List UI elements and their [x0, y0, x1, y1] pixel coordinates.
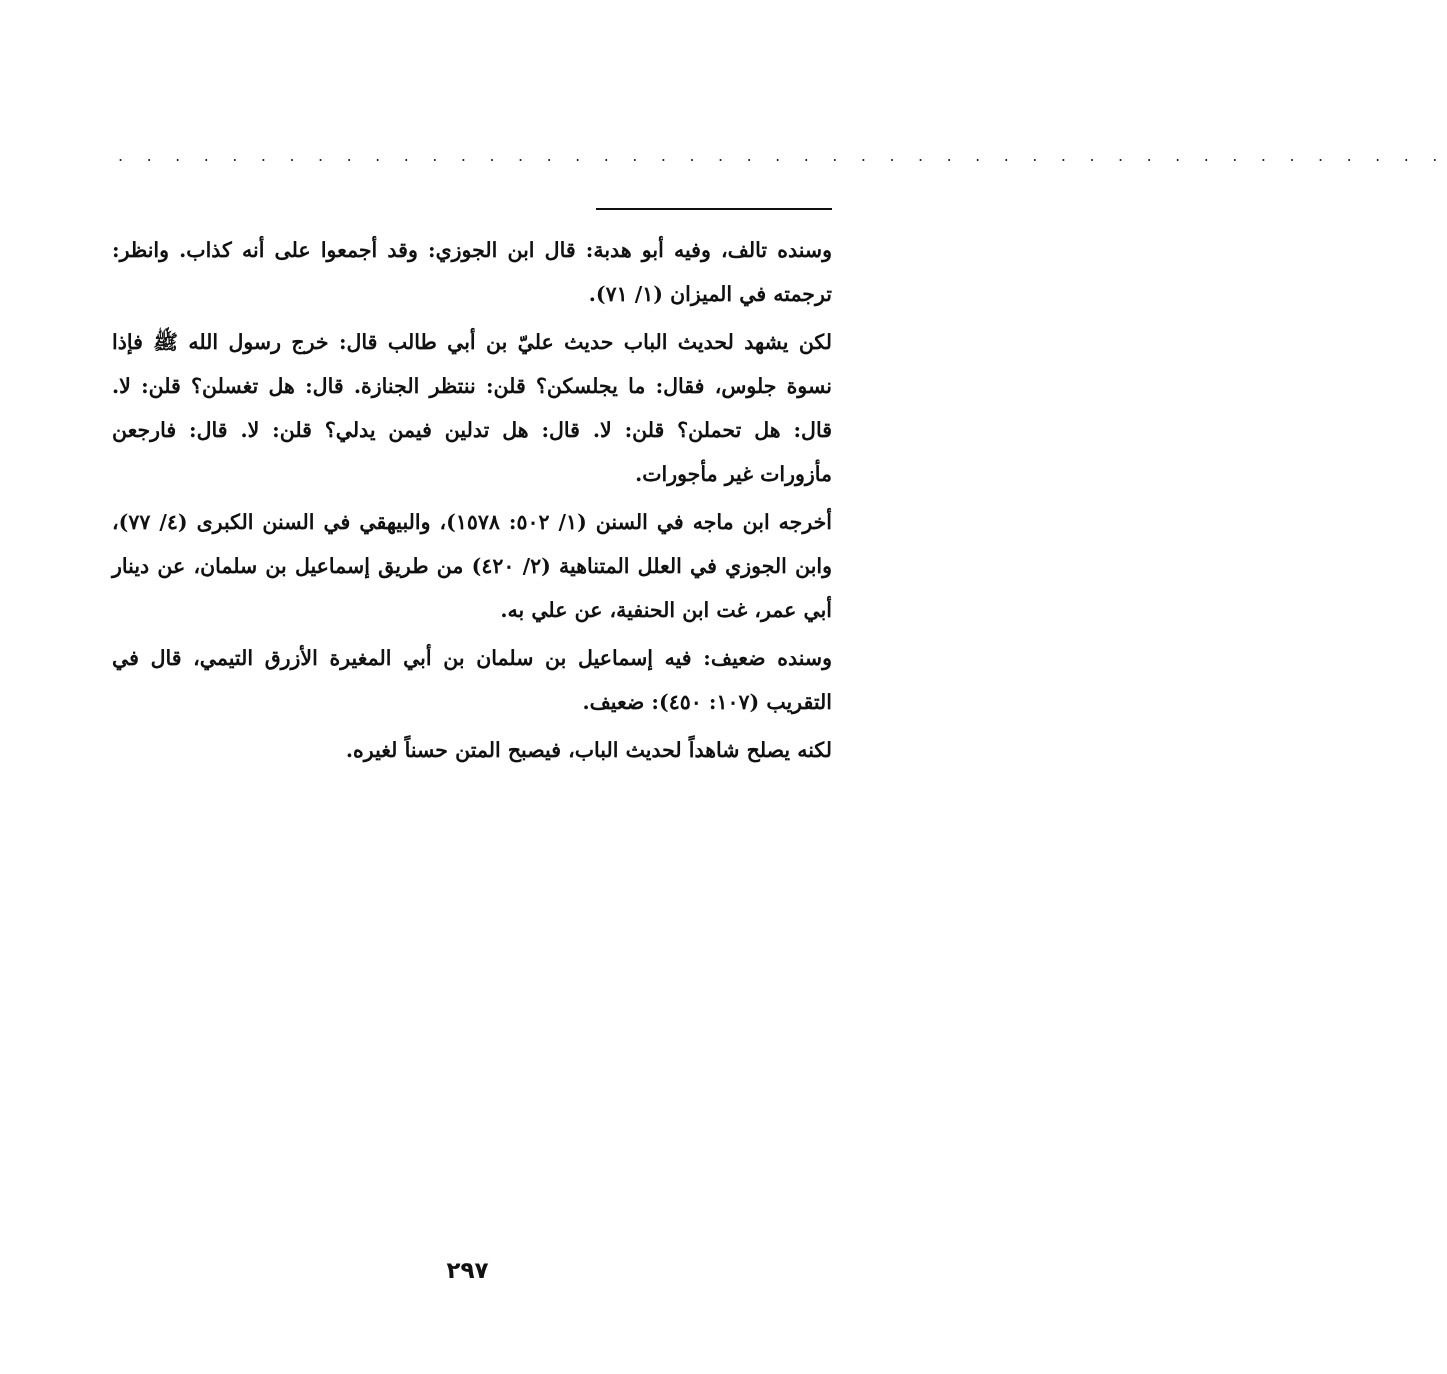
page-number: ٢٩٧ [446, 1258, 489, 1284]
separator-dots: . . . . . . . . . . . . . . . . . . . . . . . . . . . . . . . . . . . . . . . . . . . . . . . [118, 146, 1447, 165]
footnote-paragraph-5: لكنه يصلح شاهداً لحديث الباب، فيصبح المتن حسناً لغيره. [345, 738, 832, 762]
footnote-paragraph-2: لكن يشهد لحديث الباب حديث عليّ بن أبي طالب قال: خرج رسول الله ﷺ فإذا نسوة جلوس، فقال: ما يجلسكن؟ قلن: ننتظر الجنازة. قال: هل تغسلن؟ قلن: لا. قال: هل تحملن؟ قلن: لا. قال: هل تدلين فيمن يدلي؟ قلن: لا. قال: فارجعن مأزورات غير مأجورات. [112, 330, 832, 486]
footnote-paragraph-3: أخرجه ابن ماجه في السنن (١/ ٥٠٢: ١٥٧٨)، والبيهقي في السنن الكبرى (٤/ ٧٧)، وابن الجوزي في العلل المتناهية (٢/ ٤٢٠) من طريق إسماعيل بن سلمان، عن دينار أبي عمر، غت ابن الحنفية، عن علي به. [112, 510, 833, 622]
footnotes-block [112, 228, 832, 776]
footnote-rule [596, 208, 832, 210]
footnote-paragraph-4: وسنده ضعيف: فيه إسماعيل بن سلمان بن أبي المغيرة الأزرق التيمي، قال في التقريب (١٠٧: ٤٥٠): ضعيف. [112, 646, 832, 714]
footnote-paragraph-1: وسنده تالف، وفيه أبو هدبة: قال ابن الجوزي: وقد أجمعوا على أنه كذاب. وانظر: ترجمته في الميزان (١/ ٧١). [112, 238, 832, 306]
